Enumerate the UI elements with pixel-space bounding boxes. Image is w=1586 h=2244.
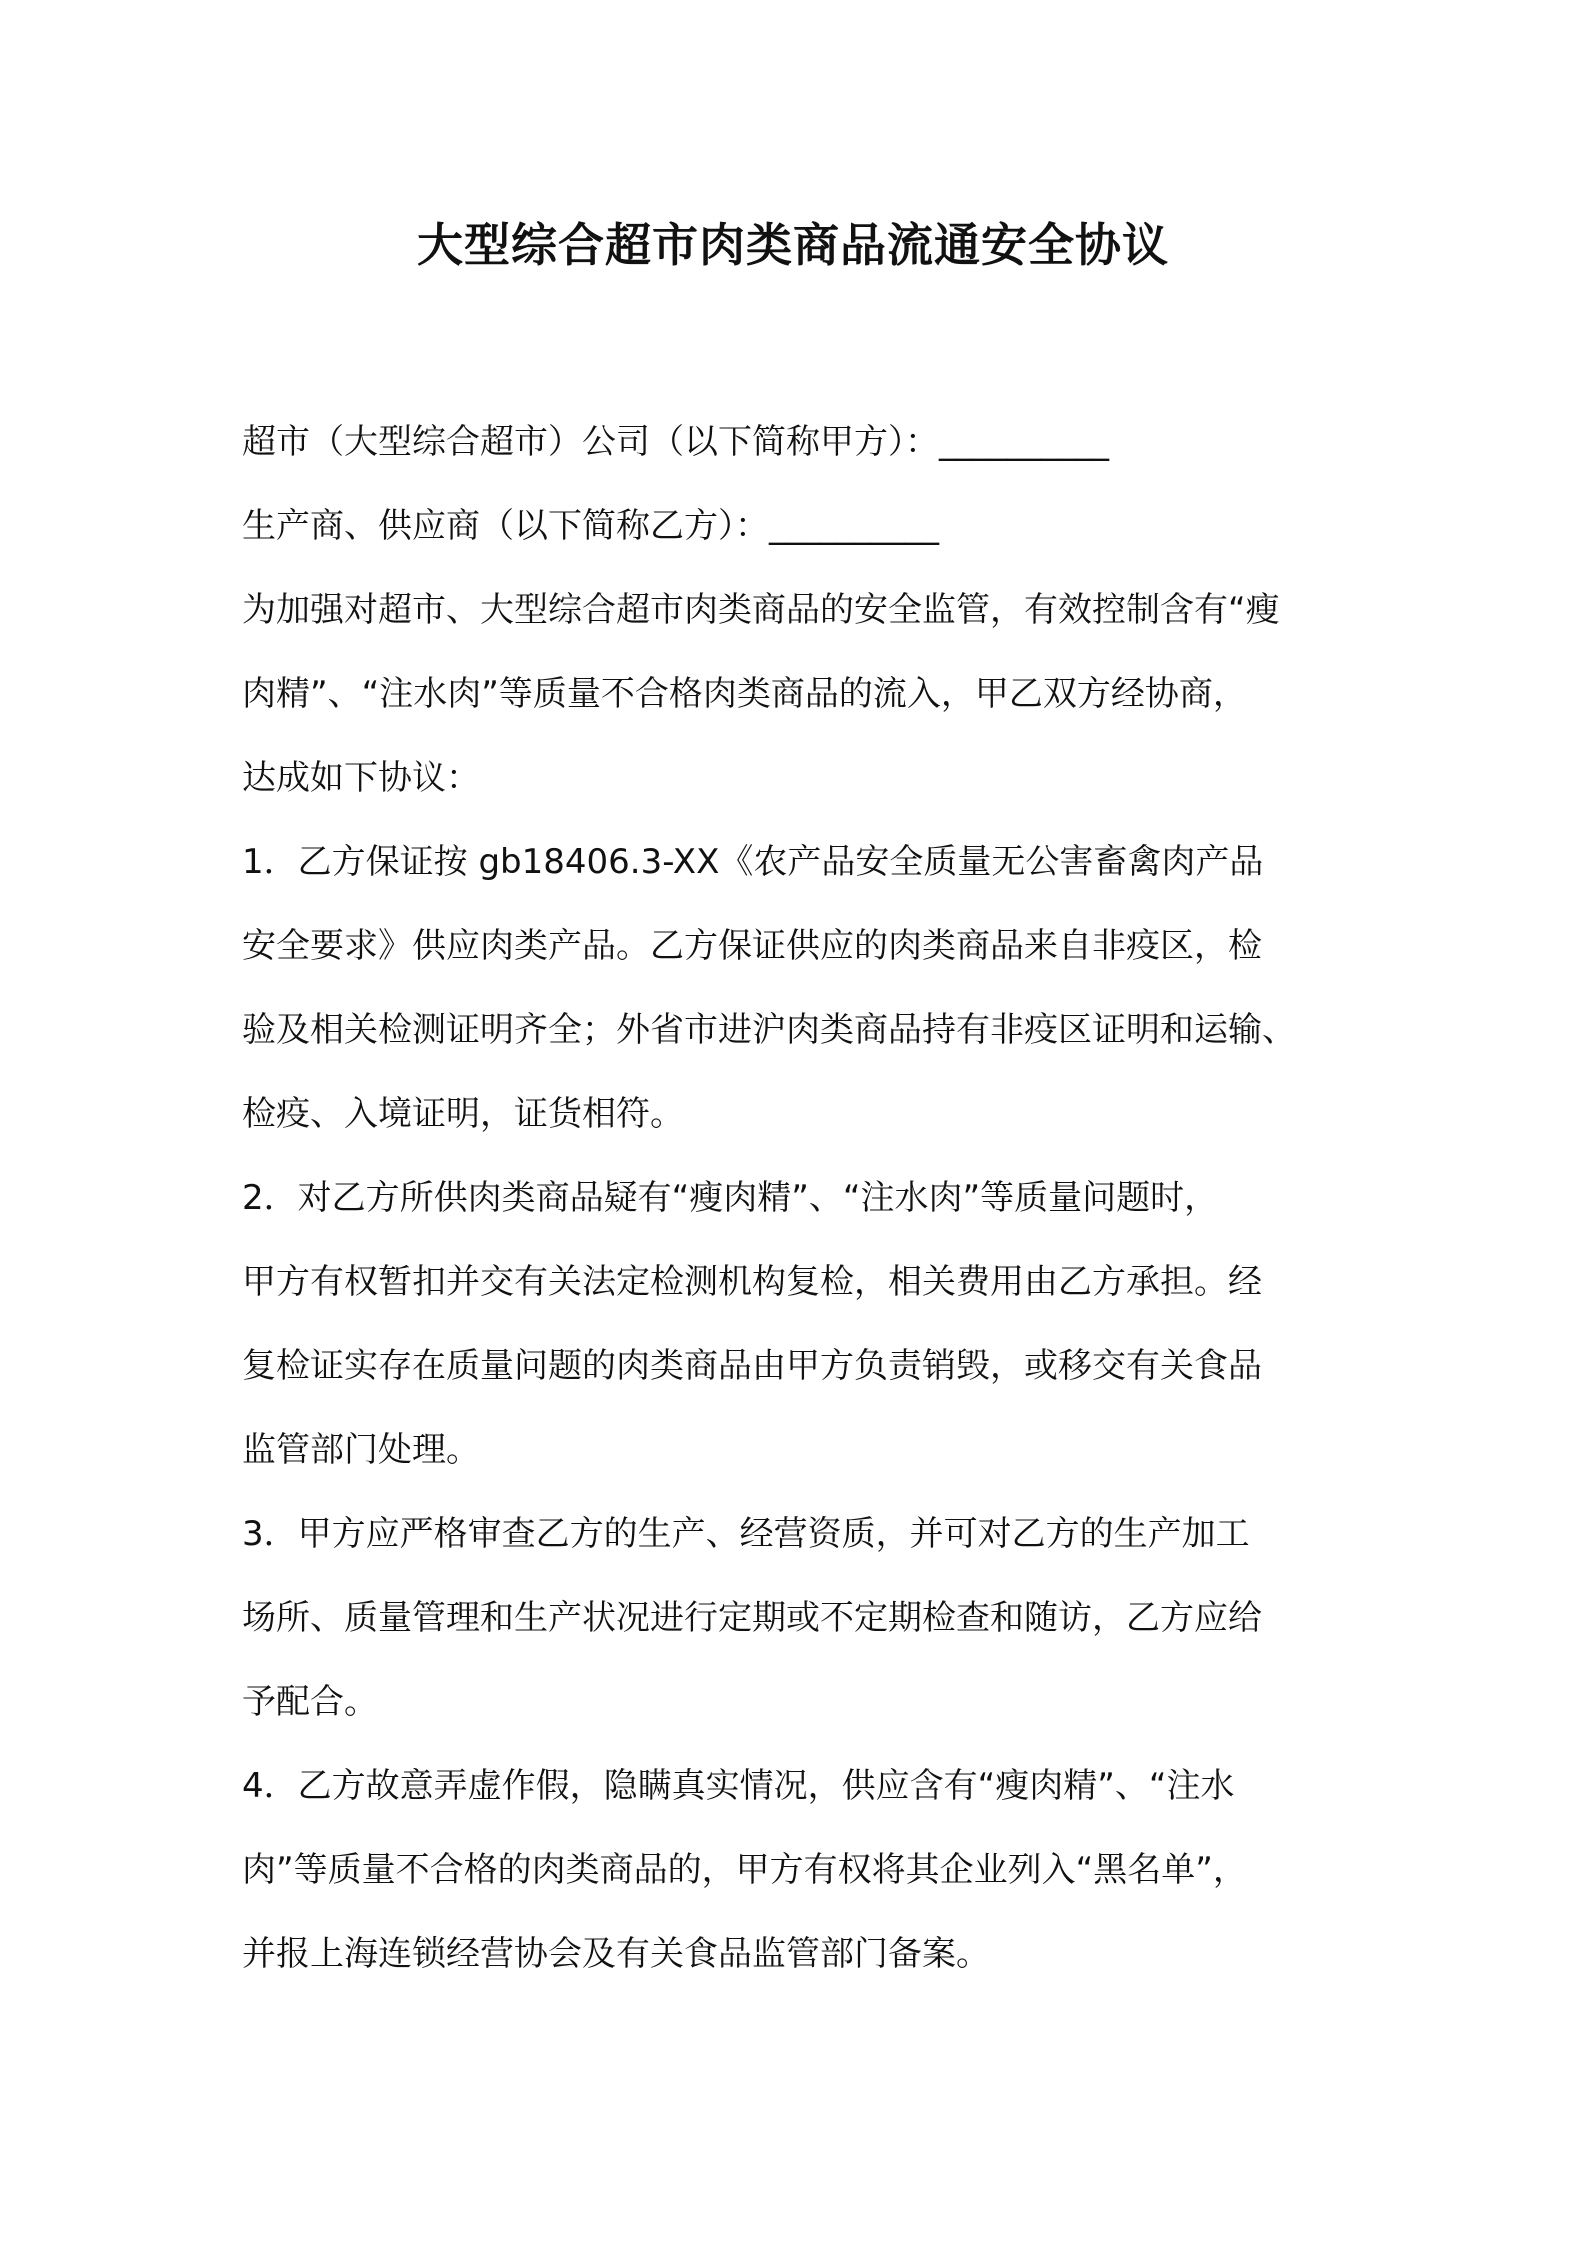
text-line: 肉”等质量不合格的肉类商品的，甲方有权将其企业列入“黑名单”， xyxy=(242,1850,1247,1890)
text-line: 并报上海连锁经营协会及有关食品监管部门备案。 xyxy=(242,1934,990,1974)
text-line: 予配合。 xyxy=(242,1682,378,1722)
text-line: 达成如下协议： xyxy=(242,758,480,798)
text-line: 超市（大型综合超市）公司（以下简称甲方）：__________ xyxy=(242,422,1109,462)
text-line: 肉精”、“注水肉”等质量不合格肉类商品的流入，甲乙双方经协商， xyxy=(242,674,1247,714)
text-line: 为加强对超市、大型综合超市肉类商品的安全监管，有效控制含有“瘦 xyxy=(242,590,1280,630)
text-line: 1．乙方保证按 gb18406.3-XX《农产品安全质量无公害畜禽肉产品 xyxy=(242,842,1264,882)
text-line: 检疫、入境证明，证货相符。 xyxy=(242,1094,684,1134)
document-body xyxy=(242,400,1362,1996)
text-line: 生产商、供应商（以下简称乙方）：__________ xyxy=(242,506,939,546)
text-line: 验及相关检测证明齐全；外省市进沪肉类商品持有非疫区证明和运输、 xyxy=(242,1010,1296,1050)
text-line: 4．乙方故意弄虚作假，隐瞒真实情况，供应含有“瘦肉精”、“注水 xyxy=(242,1766,1235,1806)
text-line: 3．甲方应严格审查乙方的生产、经营资质，并可对乙方的生产加工 xyxy=(242,1514,1250,1554)
text-line: 2．对乙方所供肉类商品疑有“瘦肉精”、“注水肉”等质量问题时， xyxy=(242,1178,1219,1218)
text-line: 复检证实存在质量问题的肉类商品由甲方负责销毁，或移交有关食品 xyxy=(242,1346,1262,1386)
text-line: 安全要求》供应肉类产品。乙方保证供应的肉类商品来自非疫区，检 xyxy=(242,926,1262,966)
text-line: 甲方有权暂扣并交有关法定检测机构复检，相关费用由乙方承担。经 xyxy=(242,1262,1262,1302)
text-line: 监管部门处理。 xyxy=(242,1430,480,1470)
document-title: 大型综合超市肉类商品流通安全协议 xyxy=(417,218,1169,272)
text-line: 场所、质量管理和生产状况进行定期或不定期检查和随访，乙方应给 xyxy=(242,1598,1262,1638)
